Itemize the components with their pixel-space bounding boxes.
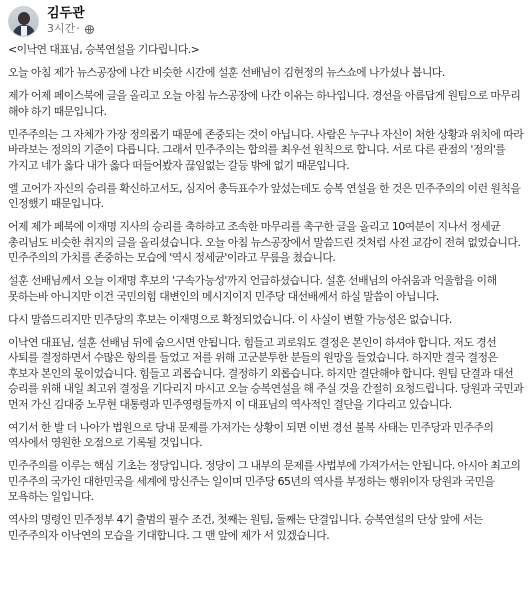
post-paragraph: 설훈 선배님께서 오늘 이재명 후보의 '구속가능성'까지 언급하셨습니다. 설훈 선배님의 아쉬움과 억울함을 이해 못하는바 아니지만 이건 국민의힘 대변인의 메시지이지 민주당 대선배께서 하실 말씀이 아닙니다. (8, 274, 497, 303)
post-timestamp[interactable]: 3시간 (47, 22, 76, 35)
separator-dot: · (76, 22, 80, 35)
avatar-head (18, 12, 30, 25)
post-paragraph: 이낙연 대표님, 설훈 선배님 뒤에 숨으시면 안됩니다. 힘들고 괴로워도 결정은 본인이 하셔야 합니다. 저도 경선 사퇴를 결정하면서 수많은 항의를 들었고 저를 위해 고군분투한 분들의 원망을 들었습니다. 하지만 결국 결정은 후보자 본인의 몫이었습니다. 힘들고 괴롭습니다. 결정하기 외롭습니다. 하지만 결단해야 합니다. 원팀 단결과 대선 승리를 위해 내일 최고위 결정을 기다리지 마시고 오늘 승복연설을 해 주실 것을 간절히 요청드립니다. 당원과 국민과 먼저 가신 김대중 노무현 대통령과 민주영령들까지 이 대표님의 역사적인 결단을 기다리고 있습니다. (8, 335, 524, 411)
post-meta (47, 6, 94, 36)
globe-icon (85, 25, 94, 34)
post-paragraph: <이낙연 대표님, 승복연설을 기다립니다.> (8, 43, 200, 56)
post-body (8, 42, 524, 551)
post-paragraph: 민주주의를 이루는 핵심 기초는 정당입니다. 정당이 그 내부의 문제를 사법부에 가져가서는 안됩니다. 아시아 최고의 민주주의 국가인 대한민국을 세계에 망신주는 일이며 민주당 65년의 역사를 부정하는 행위이자 당원과 국민을 모욕하는 일입니다. (8, 459, 521, 503)
post-header (8, 4, 94, 38)
post-paragraph: 민주주의는 그 자체가 가장 정의롭기 때문에 존중되는 것이 아닙니다. 사람은 누구나 자신이 처한 상황과 위치에 따라 바라보는 정의의 기준이 다릅니다. 그래서 민주주의는 합의를 최우선 원칙으로 합니다. 서로 다른 관점의 '정의'를 가지고 네가 옳다 내가 옳다 떠들어봤자 끊임없는 갈등 밖에 없기 때문입니다. (8, 127, 524, 172)
post-paragraph: 제가 어제 페이스북에 글을 올리고 오늘 아침 뉴스공장에 나간 이유는 하나입니다. 경선을 아름답게 원팀으로 마무리 해야 하기 때문입니다. (8, 89, 521, 118)
post-paragraph: 어제 제가 페북에 이재명 지사의 승리를 축하하고 조속한 마무리를 촉구한 글을 올리고 10여분이 지나서 정세균 총리님도 비슷한 취지의 글을 올리셨습니다. 오늘 아침 뉴스공장에서 말씀드린 것처럼 사전 교감이 전혀 없었습니다. 민주주의의 가치를 존중하는 모습에 '역시 정세균'이라고 무릎을 쳤습니다. (8, 220, 521, 264)
avatar-shirt (21, 26, 27, 36)
post-paragraph: 여기서 한 발 더 나아가 법원으로 당내 문제를 가져가는 상황이 되면 이번 경선 불복 사태는 민주당과 민주주의 역사에서 영원한 오점으로 기록될 것입니다. (8, 420, 494, 449)
avatar[interactable] (8, 6, 39, 37)
post-paragraph: 엘 고어가 자신의 승리를 확신하고서도, 심지어 총득표수가 앞섰는데도 승복 연설을 한 것은 민주주의의 이런 원칙을 인정했기 때문입니다. (8, 181, 521, 210)
post-paragraph: 다시 말씀드리지만 민주당의 후보는 이재명으로 확정되었습니다. 이 사실이 변할 가능성은 없습니다. (8, 312, 452, 326)
post-paragraph: 역사의 명령인 민주정부 4기 출범의 필수 조건, 첫째는 원팀, 둘째는 단결입니다. 승복연설의 단상 앞에 서는 민주주의자 이낙연의 모습을 기대합니다. 그 맨 앞에 제가 서 있겠습니다. (8, 513, 483, 542)
post-subline (47, 22, 94, 36)
post-paragraph: 오늘 아침 제가 뉴스공장에 나간 비슷한 시간에 설훈 선배님이 김현정의 뉴스쇼에 나가셨나 봅니다. (8, 66, 445, 79)
author-name[interactable]: 김두관 (47, 6, 85, 21)
